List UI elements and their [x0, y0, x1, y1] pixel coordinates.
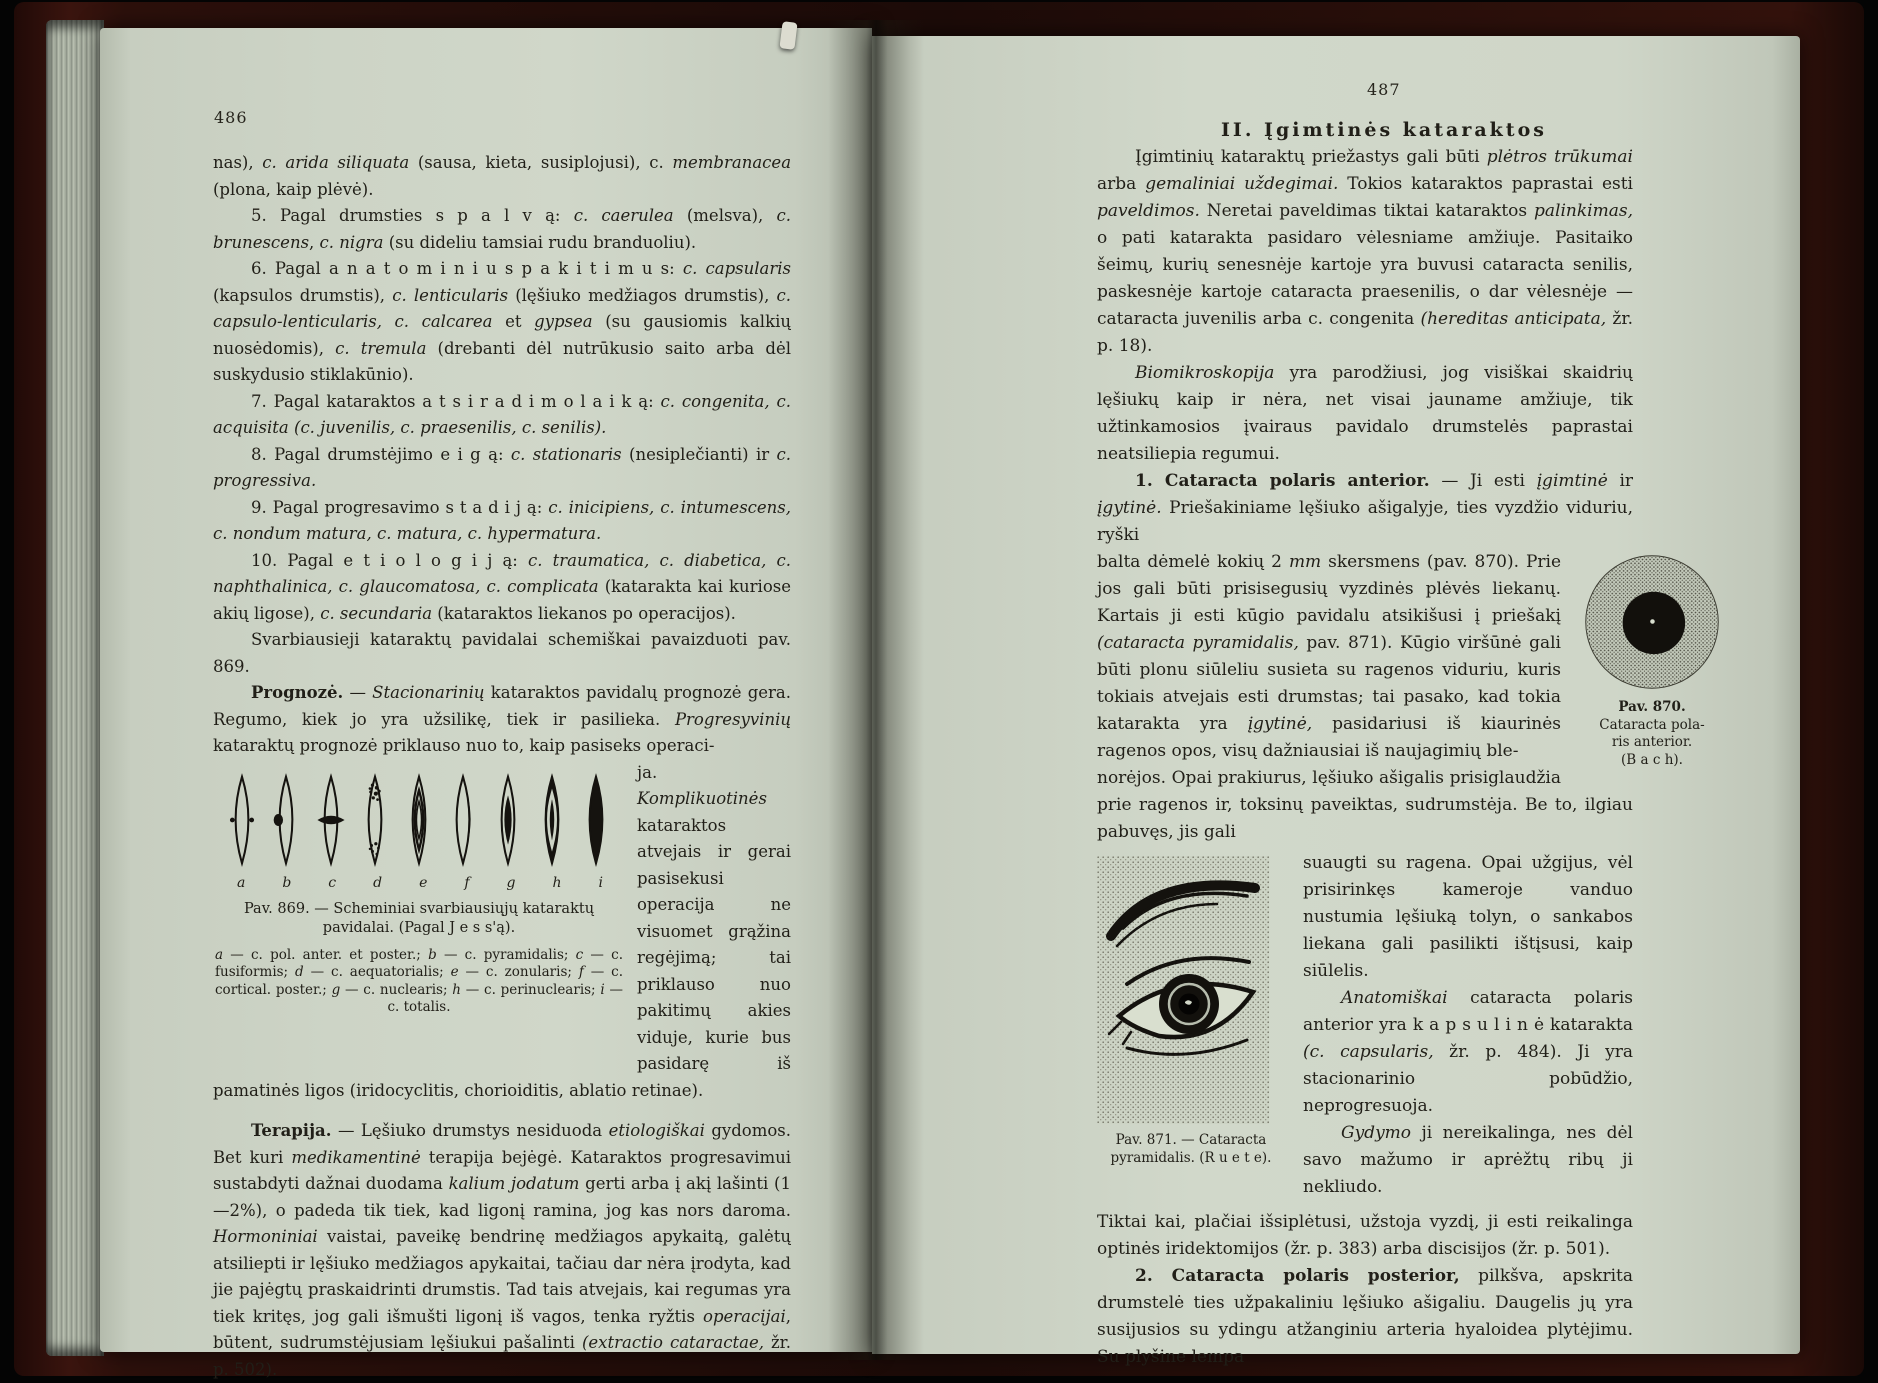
body-paragraph: Biomikroskopija yra parodžiusi, jog visiškai skaidrių lęšiukų kaip ir nėra, net visai jauname amžiuje, tik užtinkamosios įvairaus pavidalo drumstelės paprastai neatsiliepia regumui.	[1097, 363, 1633, 464]
body-paragraph: 9. Pagal progresavimo s t a d i j ą: c. inicipiens, c. intumescens, c. nondum matura, c. matura, c. hypermatura.	[213, 497, 792, 543]
figure-869	[213, 770, 625, 1068]
body-paragraph: 10. Pagal e t i o l o g i j ą: c. traumatica, c. diabetica, c. naphthalinica, c. glaucomatosa, c. complicata (katarakta kai kuriose akių ligose), c. secundaria (kataraktos liekanos po operacijos).	[213, 550, 791, 623]
figure-871-section	[1097, 850, 1633, 1201]
chapter-heading: II. Įgimtinės kataraktos	[1221, 119, 1547, 141]
figure-871	[1097, 856, 1285, 1178]
left-page-text-column	[213, 150, 791, 1383]
figure-870-caption: Pav. 870. Cataracta pola- ris anterior. (B a c h).	[1599, 699, 1705, 768]
terapija-paragraph: Terapija. — Lęšiuko drumstys nesiduoda etiologiškai gydomos. Bet kuri medikamentinė terapija bejėgė. Kataraktos progresavimui sustabdyti dažnai duodama kalium jodatum gerti arba į akį lašinti (1—2%), o padeda tik tiek, kad ligonį ramina, jog kas nors daroma. Hormoniniai vaistai, paveikę bendrinę medžiagos apykaitą, galėtų atsiliepti ir lęšiuko medžiagos apykaitai, tačiau dar nėra įrodyta, kad jie pajėgtų praskaidrinti drumstis. Tad tais atvejais, kai regumas yra tiek kritęs, jog gali išmušti ligonį iš vagos, tenka ryžtis operacijai, būtent, sudrumstėjusiam lęšiukui pašalinti (extractio cataractae, žr. p. 502).	[213, 1121, 791, 1379]
lens-b-pyramidalis-diagram	[269, 770, 303, 870]
anatomiskai-paragraph: Anatomiškai cataracta polaris anterior yra k a p s u l i n ė katarakta (c. capsularis, žr. p. 484). Ji yra stacionarinio pobūdžio, neprogresuoja.	[1303, 988, 1633, 1116]
lens-label-c: c	[328, 874, 337, 891]
section-2-lead-paragraph: 2. Cataracta polaris posterior, pilkšva, apskrita drumstelė ties užpakaliniu lęšiuko ašigaliu. Daugelis jų yra susijusios su ydingu atžanginiu arteria hyaloidea plytėjimu. Su plyšine lempa	[1097, 1266, 1633, 1367]
body-paragraph: 8. Pagal drumstėjimo e i g ą: c. stationaris (nesiplečianti) ir c. progressiva.	[213, 444, 791, 490]
cataracta-pyramidalis-eye-drawing	[1097, 856, 1269, 1124]
lens-diagram-row	[213, 770, 625, 870]
lens-label-i: i	[598, 874, 603, 891]
body-paragraph: nas), c. arida siliquata (sausa, kieta, susiplojusi), c. membranacea (plona, kaip plėvė).	[213, 153, 792, 199]
figure-869-section	[213, 760, 791, 1105]
lens-label-g: g	[506, 874, 516, 891]
body-paragraph-wrapped: ja. Komplikuotinės kataraktos atvejais ir gerai pasisekusi operacija ne visuomet grąžina regėjimą; tai priklauso nuo pakitimų akies viduje, kurie bus pasidarę iš pamatinės ligos (iridocyclitis, chorioiditis, ablatio retinae).	[213, 762, 791, 1100]
lens-h-perinuclearis-diagram	[535, 770, 569, 870]
lens-e-zonularis-diagram	[402, 770, 436, 870]
lens-label-b: b	[282, 874, 292, 891]
section-1-wrapped-paragraph	[1097, 549, 1705, 768]
lens-i-totalis-diagram	[579, 770, 613, 870]
lens-g-nuclearis-diagram	[491, 770, 525, 870]
body-paragraph: Tiktai kai, plačiai išsiplėtusi, užstoja vyzdį, ji esti reikalinga optinės iridektomijos (žr. p. 383) arba discisijos (žr. p. 501).	[1097, 1212, 1633, 1259]
page-number-right: 487	[1367, 80, 1401, 99]
lens-c-fusiformis-diagram	[314, 770, 348, 870]
gydymo-paragraph: Gydymo ji nereikalinga, nes dėl savo mažumo ir aprėžtų ribų ji nekliudo.	[1303, 1123, 1633, 1197]
section-1-continuation: norėjos. Opai prakiurus, lęšiuko ašigalis prisiglaudžia prie ragenos ir, toksinų paveiktas, sudrumstėja. Be to, ilgiau pabuvęs, jis gali	[1097, 768, 1633, 842]
lens-labels	[213, 870, 625, 892]
figure-871-caption: Pav. 871. — Cataracta pyramidalis. (R u e t e).	[1110, 1132, 1272, 1166]
figure-870	[1577, 551, 1727, 769]
figure-869-caption: Pav. 869. — Scheminiai svarbiausiųjų kataraktų pavidalai. (Pagal J e s s'ą).	[243, 900, 595, 936]
right-page	[872, 36, 1800, 1367]
lens-f-cortical-posterior-diagram	[446, 770, 480, 870]
cataracta-polaris-anterior-photo	[1581, 551, 1723, 693]
section-1-wrapped-text: balta dėmelė kokių 2 mm skersmens (pav. 870). Prie jos gali būti prisisegusių vyzdinės plėvės liekanų. Kartais ji esti kūgio pavidalu atsikišusi į priešakį (cataracta pyramidalis, pav. 871). Kūgio viršūnė gali būti plonu siūleliu susieta su ragenos viduriu, kuris tokiais atvejais esti drumstas; tai pasako, kad tokia katarakta yra įgytinė, pasidariusi iš kiaurinės ragenos opos, visų dažniausiai iš naujagimių ble-	[1097, 552, 1562, 761]
right-page-text-column	[1097, 116, 1705, 1371]
lens-label-f: f	[464, 874, 470, 891]
lens-label-d: d	[373, 874, 383, 891]
body-paragraph: 6. Pagal a n a t o m i n i u s p a k i t i m u s: c. capsularis (kapsulos drumstis), c. lenticularis (lęšiuko medžiagos drumstis), c. capsulo-lenticularis, c. calcarea et gypsea (su gausiomis kalkių nuosėdomis), c. tremula (drebanti dėl nutrūkusio saito arba dėl suskydusio stiklakūnio).	[213, 259, 791, 384]
lens-a-polar-diagram	[225, 770, 259, 870]
page-edges-stack	[46, 20, 104, 1356]
lens-label-a: a	[237, 874, 246, 891]
lens-label-e: e	[419, 874, 428, 891]
body-paragraph: 5. Pagal drumsties s p a l v ą: c. caerulea (melsva), c. brunescens, c. nigra (su dideliu tamsiai rudu branduoliu).	[213, 206, 791, 252]
prognoze-paragraph: Prognozė. — Stacionarinių kataraktos pavidalų prognozė gera. Regumo, kiek jo yra užsilikę, tiek ir pasilieka. Progresyvinių kataraktų prognozė priklauso nuo to, kaip pasiseks operaci-	[213, 683, 791, 755]
body-paragraph-wrapped: suaugti su ragena. Opai užgijus, vėl prisirinkęs kameroje vanduo nustumia lęšiuką tolyn, o sankabos liekana gali pasilikti ištįsusi, kaip siūlelis.	[1303, 853, 1633, 981]
body-paragraph: Įgimtinių kataraktų priežastys gali būti plėtros trūkumai arba gemaliniai uždegimai. Tokios kataraktos paprastai esti paveldimos. Neretai paveldimas tiktai kataraktos palinkimas, o pati katarakta pasidaro vėlesniame amžiuje. Pasitaiko šeimų, kurių senesnėje kartoje yra buvusi cataracta senilis, paskesnėje kartoje cataracta praesenilis, o dar vėlesnėje — cataracta juvenilis arba c. congenita (hereditas anticipata, žr. p. 18).	[1097, 147, 1633, 356]
section-1-lead-paragraph: 1. Cataracta polaris anterior. — Ji esti įgimtinė ir įgytinė. Priešakiniame lęšiuko ašigalyje, ties vyzdžio viduriu, ryški	[1097, 471, 1634, 545]
body-paragraph: 7. Pagal kataraktos a t s i r a d i m o l a i k ą: c. congenita, c. acquisita (c. juvenilis, c. praesenilis, c. senilis).	[213, 391, 791, 437]
figure-869-legend: a — c. pol. anter. et poster.; b — c. pyramidalis; c — c. fusiformis; d — c. aequatorialis; e — c. zonularis; f — c. cortical. poster.; g — c. nuclearis; h — c. perinuclearis; i — c. totalis.	[215, 946, 624, 1015]
body-paragraph: Svarbiausieji kataraktų pavidalai schemiškai pavaizduoti pav. 869.	[213, 630, 791, 676]
page-number-left: 486	[214, 108, 248, 127]
lens-label-h: h	[552, 874, 562, 891]
left-page	[100, 28, 872, 1379]
lens-d-aequatorialis-diagram	[358, 770, 392, 870]
